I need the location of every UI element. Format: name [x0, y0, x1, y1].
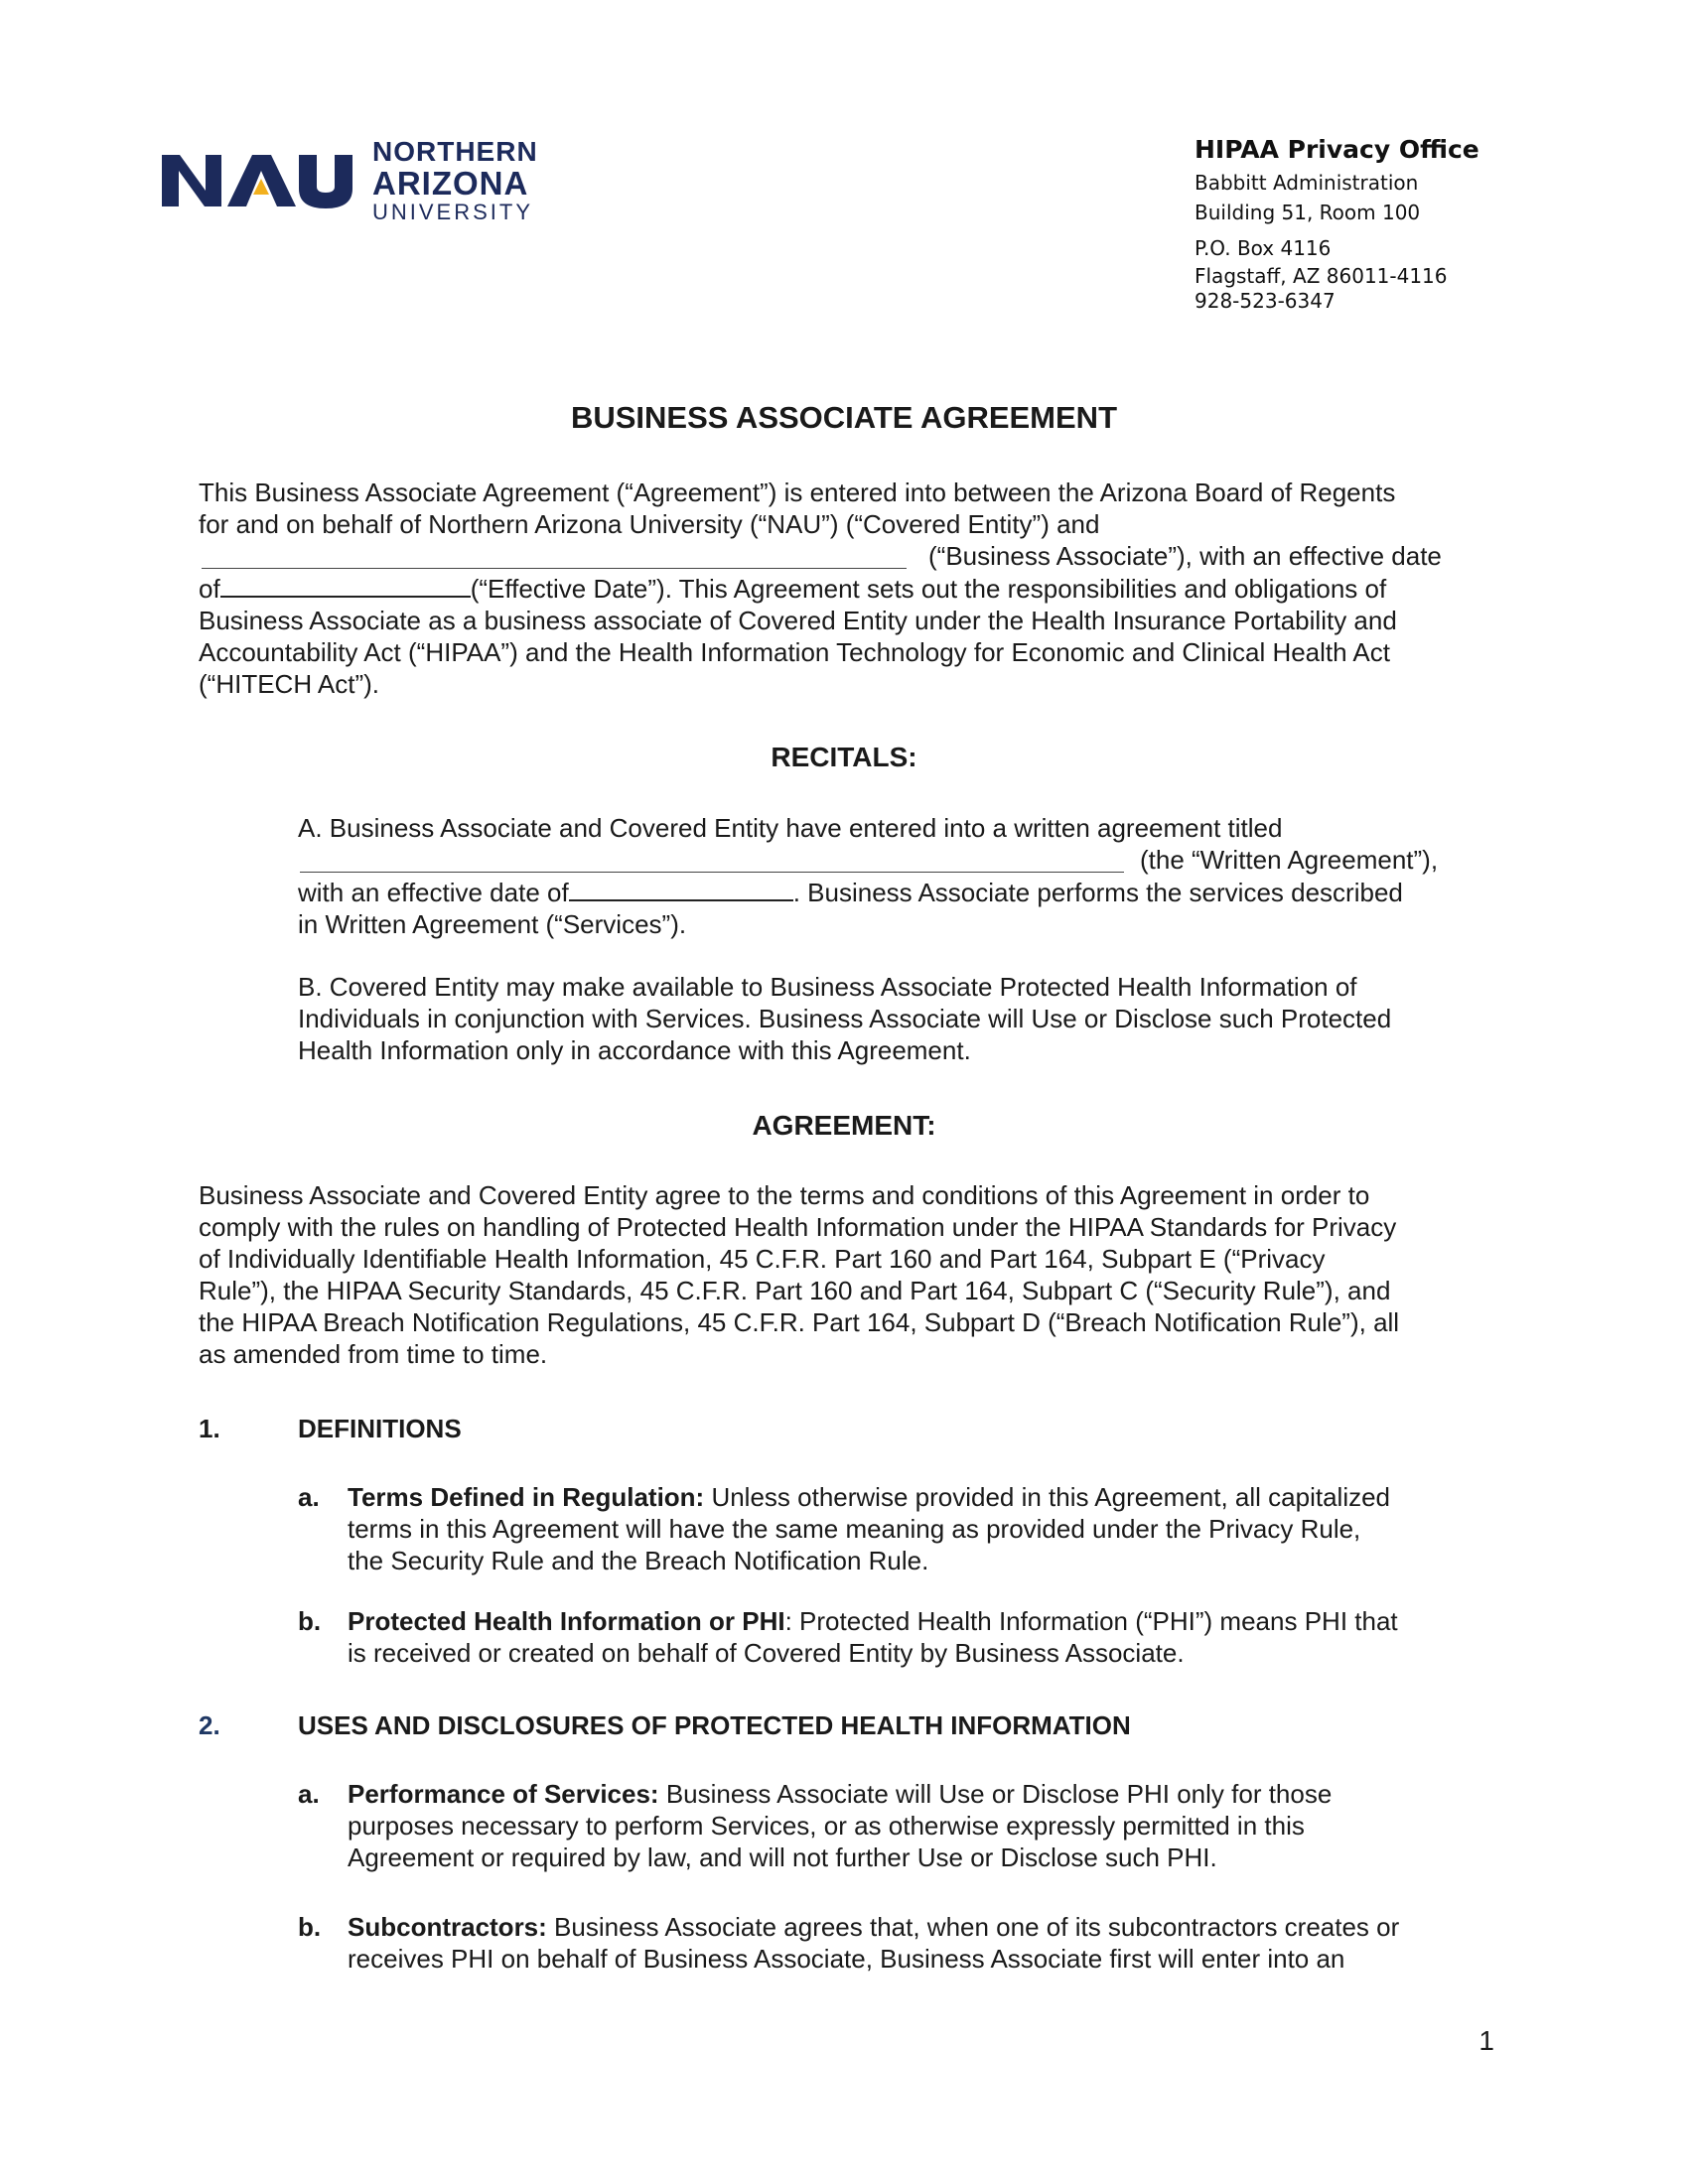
intro-line: for and on behalf of Northern Arizona University (“NAU”) (“Covered Entity”) and	[199, 509, 1100, 539]
section-1b-text: : Protected Health Information (“PHI”) means PHI that	[784, 1606, 1398, 1636]
recital-line: Individuals in conjunction with Services. Business Associate will Use or Disclose such Protected	[298, 1004, 1392, 1033]
written-agreement-title-field[interactable]	[300, 848, 1124, 873]
recital-line: in Written Agreement (“Services”).	[298, 909, 687, 939]
recitals-heading: RECITALS:	[771, 742, 917, 772]
nau-logo	[162, 137, 564, 226]
recital-text: with an effective date of	[298, 878, 569, 907]
section-1b	[348, 1605, 1499, 1669]
written-agreement-date-field[interactable]	[569, 876, 793, 901]
section-2b-text: receives PHI on behalf of Business Associate, Business Associate first will enter into an	[348, 1944, 1345, 1974]
section-2-number: 2.	[199, 1710, 220, 1740]
office-address-block	[1195, 132, 1592, 313]
intro-line-effective-date	[199, 572, 1509, 605]
office-po-box: P.O. Box 4116	[1195, 236, 1332, 260]
section-2a-text: purposes necessary to perform Services, or as otherwise expressly permitted in this	[348, 1811, 1305, 1841]
agreement-line: of Individually Identifiable Health Information, 45 C.F.R. Part 160 and Part 164, Subpart E (“Privacy	[199, 1244, 1326, 1274]
agreement-line: Rule”), the HIPAA Security Standards, 45 C.F.R. Part 160 and Part 164, Subpart C (“Security Rule”), and	[199, 1276, 1391, 1305]
section-2b	[348, 1911, 1499, 1975]
section-1b-marker: b.	[298, 1606, 322, 1636]
effective-date-field[interactable]	[220, 572, 471, 598]
section-2b-text: Business Associate agrees that, when one of its subcontractors creates or	[546, 1912, 1400, 1942]
document-title: BUSINESS ASSOCIATE AGREEMENT	[570, 400, 1118, 435]
section-2a-text: Business Associate will Use or Disclose PHI only for those	[658, 1779, 1333, 1809]
intro-paragraph	[199, 477, 1509, 700]
agreement-paragraph	[199, 1179, 1529, 1370]
section-2a	[348, 1778, 1499, 1873]
intro-line: This Business Associate Agreement (“Agreement”) is entered into between the Arizona Board of Regents	[199, 478, 1396, 507]
recital-text: (the “Written Agreement”),	[1140, 845, 1439, 875]
logo-line-northern: NORTHERN	[372, 136, 538, 167]
section-1a-text: the Security Rule and the Breach Notification Rule.	[348, 1546, 929, 1575]
intro-line: (“HITECH Act”).	[199, 669, 379, 699]
office-building: Babbitt Administration	[1195, 171, 1419, 195]
intro-text: (“Effective Date”). This Agreement sets out the responsibilities and obligations of	[470, 574, 1387, 604]
page-number: 1	[1478, 2025, 1494, 2056]
section-2a-term: Performance of Services:	[348, 1779, 659, 1809]
intro-line: Accountability Act (“HIPAA”) and the Health Information Technology for Economic and Clinical Health Act	[199, 637, 1390, 667]
recital-line: B. Covered Entity may make available to Business Associate Protected Health Information of	[298, 972, 1357, 1002]
section-1-number: 1.	[199, 1414, 220, 1443]
section-1b-term: Protected Health Information or PHI	[348, 1606, 785, 1636]
office-city: Flagstaff, AZ 86011-4116	[1195, 264, 1448, 288]
section-2-heading: USES AND DISCLOSURES OF PROTECTED HEALTH INFORMATION	[298, 1710, 1131, 1740]
office-phone: 928-523-6347	[1195, 289, 1336, 313]
logo-line-arizona: ARIZONA	[372, 165, 529, 202]
section-1-heading: DEFINITIONS	[298, 1414, 462, 1443]
business-associate-name-field[interactable]	[202, 544, 907, 569]
recital-line: Health Information only in accordance with this Agreement.	[298, 1035, 971, 1065]
agreement-line: Business Associate and Covered Entity agree to the terms and conditions of this Agreement in order to	[199, 1180, 1370, 1210]
logo-wordmark	[372, 137, 538, 224]
section-2b-marker: b.	[298, 1912, 322, 1942]
section-2b-term: Subcontractors:	[348, 1912, 547, 1942]
agreement-line: as amended from time to time.	[199, 1339, 548, 1369]
office-room: Building 51, Room 100	[1195, 201, 1421, 224]
section-1a-marker: a.	[298, 1482, 320, 1512]
agreement-heading: AGREEMENT:	[752, 1110, 936, 1141]
logo-line-university: UNIVERSITY	[372, 200, 534, 224]
section-1b-text: is received or created on behalf of Covered Entity by Business Associate.	[348, 1638, 1185, 1668]
recital-a	[298, 812, 1509, 940]
intro-text: of	[199, 574, 220, 604]
intro-text: (“Business Associate”), with an effective date	[928, 541, 1442, 571]
section-1a	[348, 1481, 1499, 1576]
section-1a-term: Terms Defined in Regulation:	[348, 1482, 705, 1512]
section-2a-marker: a.	[298, 1779, 320, 1809]
recital-line: A. Business Associate and Covered Entity have entered into a written agreement titled	[298, 813, 1283, 843]
intro-line-business-associate	[199, 540, 1509, 572]
recital-line-agreement-title	[298, 844, 1509, 876]
intro-line: Business Associate as a business associate of Covered Entity under the Health Insurance Portability and	[199, 606, 1397, 635]
agreement-line: comply with the rules on handling of Protected Health Information under the HIPAA Standards for Privacy	[199, 1212, 1397, 1242]
recital-text: . Business Associate performs the services described	[792, 878, 1403, 907]
recital-b	[298, 971, 1509, 1066]
section-1a-text: Unless otherwise provided in this Agreement, all capitalized	[704, 1482, 1391, 1512]
nau-logo-mark-icon	[162, 151, 360, 210]
recital-line-effective-date	[298, 876, 1509, 908]
agreement-line: the HIPAA Breach Notification Regulations, 45 C.F.R. Part 164, Subpart D (“Breach Notification Rule”), all	[199, 1307, 1400, 1337]
section-1a-text: terms in this Agreement will have the same meaning as provided under the Privacy Rule,	[348, 1514, 1361, 1544]
office-title: HIPAA Privacy Office	[1195, 135, 1479, 164]
section-2a-text: Agreement or required by law, and will not further Use or Disclose such PHI.	[348, 1843, 1217, 1872]
